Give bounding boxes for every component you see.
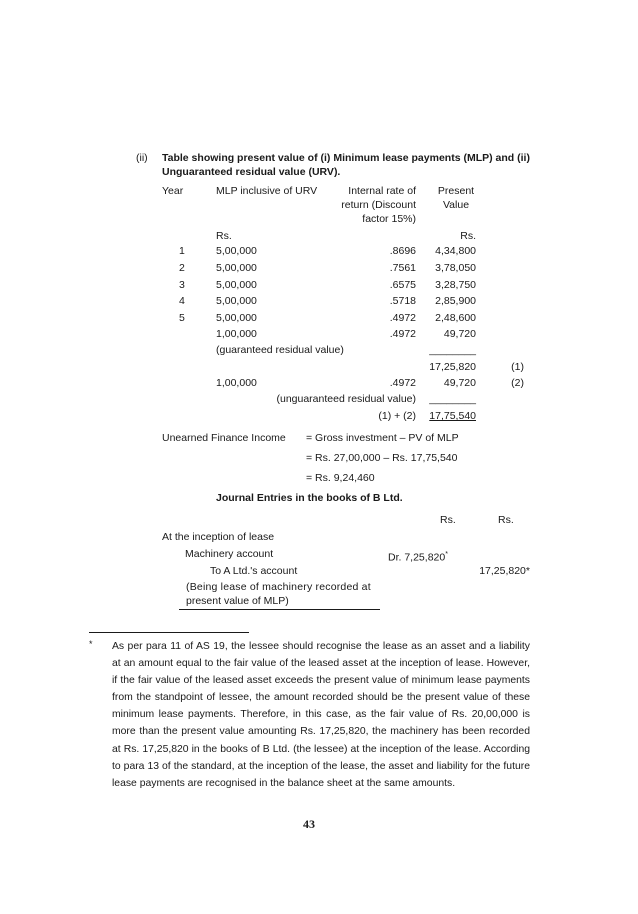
narration-line2: present value of MLP) bbox=[186, 595, 289, 607]
unearned-line1: = Gross investment – PV of MLP bbox=[306, 432, 459, 444]
narration-line1: (Being lease of machinery recorded at bbox=[186, 581, 371, 593]
subtotal-blank-line: ________ bbox=[429, 344, 476, 356]
debit-footnote-mark: * bbox=[445, 551, 448, 558]
urv-ref: (2) bbox=[511, 377, 524, 389]
total1-value: 17,25,820 bbox=[429, 361, 476, 373]
row-year: 2 bbox=[179, 262, 185, 274]
section-title-line1: Table showing present value of (i) Minimum lease payments (MLP) and (ii) bbox=[162, 152, 530, 164]
row-rate: .8696 bbox=[389, 245, 416, 257]
row-rate: .5718 bbox=[389, 295, 416, 307]
journal-col1: Rs. bbox=[440, 514, 456, 526]
urv-label: (unguaranteed residual value) bbox=[276, 393, 416, 405]
urv-pv: 49,720 bbox=[443, 377, 476, 389]
journal-col2: Rs. bbox=[498, 514, 514, 526]
header-irr-line1: Internal rate of bbox=[348, 185, 416, 197]
total2-value-text: 17,75,540 bbox=[429, 410, 476, 422]
row-pv: 2,85,900 bbox=[435, 295, 476, 307]
row-year: 1 bbox=[179, 245, 185, 257]
total1-ref: (1) bbox=[511, 361, 524, 373]
row-pv: 3,78,050 bbox=[435, 262, 476, 274]
row-pv: 2,48,600 bbox=[435, 312, 476, 324]
footnote-mark: * bbox=[89, 639, 93, 649]
unearned-label: Unearned Finance Income bbox=[162, 432, 286, 444]
row-mlp: 5,00,000 bbox=[216, 262, 257, 274]
grv-rate: .4972 bbox=[389, 328, 416, 340]
row-mlp: 5,00,000 bbox=[216, 312, 257, 324]
unit-mlp: Rs. bbox=[216, 230, 232, 242]
row-rate: .4972 bbox=[389, 312, 416, 324]
row-year: 4 bbox=[179, 295, 185, 307]
debit-amount-text: Dr. 7,25,820 bbox=[388, 551, 446, 564]
row-year: 5 bbox=[179, 312, 185, 324]
debit-amount bbox=[388, 548, 448, 565]
row-rate: .7561 bbox=[389, 262, 416, 274]
section-marker: (ii) bbox=[136, 152, 148, 164]
urv-rate: .4972 bbox=[389, 377, 416, 389]
header-year: Year bbox=[162, 185, 184, 197]
row-rate: .6575 bbox=[389, 279, 416, 291]
credit-account: To A Ltd.'s account bbox=[210, 565, 298, 577]
unit-pv: Rs. bbox=[460, 230, 476, 242]
header-irr-line3: factor 15%) bbox=[362, 213, 416, 225]
unearned-line3: = Rs. 9,24,460 bbox=[306, 472, 375, 484]
debit-account: Machinery account bbox=[185, 548, 274, 560]
page-number: 43 bbox=[303, 817, 315, 831]
urv-mlp: 1,00,000 bbox=[216, 377, 257, 389]
header-mlp: MLP inclusive of URV bbox=[216, 185, 318, 197]
credit-amount: 17,25,820* bbox=[479, 565, 530, 577]
grv-label: (guaranteed residual value) bbox=[216, 344, 344, 356]
header-pv-line2: Value bbox=[442, 199, 470, 211]
journal-heading: At the inception of lease bbox=[162, 531, 275, 543]
unearned-line2: = Rs. 27,00,000 – Rs. 17,75,540 bbox=[306, 452, 458, 464]
row-mlp: 5,00,000 bbox=[216, 295, 257, 307]
total2-label: (1) + (2) bbox=[378, 410, 416, 422]
journal-title: Journal Entries in the books of B Ltd. bbox=[216, 492, 403, 504]
grv-mlp: 1,00,000 bbox=[216, 328, 257, 340]
section-title-line2: Unguaranteed residual value (URV). bbox=[162, 166, 341, 178]
row-pv: 3,28,750 bbox=[435, 279, 476, 291]
footnote-text: As per para 11 of AS 19, the lessee should recognise the lease as an asset and a liability at an amount equal to the fair value of the leased asset at the inception of lease. However, if the fair value of the leased asset exceeds the present value of minimum lease payments from the standpoint of lessee, the amount recorded should be the present value of these minimum lease payments. Therefore, in this case, as the fair value of Rs. 20,00,000 is more than the present value amounting Rs. 17,25,820, the machinery has been recorded at Rs. 17,25,820 in the books of B Ltd. (the lessee) at the inception of the lease. According to para 13 of the standard, at the inception of the lease, the asset and liability for the future lease payments are recognised in the balance sheet at the same amounts. bbox=[112, 641, 530, 789]
row-year: 3 bbox=[179, 279, 185, 291]
row-mlp: 5,00,000 bbox=[216, 245, 257, 257]
row-pv: 4,34,800 bbox=[435, 245, 476, 257]
total-blank-line: ________ bbox=[429, 393, 476, 405]
header-irr-line2: return (Discount bbox=[341, 199, 416, 211]
narration-underline bbox=[179, 609, 380, 610]
footnote-separator bbox=[89, 632, 249, 633]
grv-pv: 49,720 bbox=[443, 328, 476, 340]
total2-value bbox=[410, 410, 476, 423]
row-mlp: 5,00,000 bbox=[216, 279, 257, 291]
header-pv-line1: Present bbox=[437, 185, 475, 197]
